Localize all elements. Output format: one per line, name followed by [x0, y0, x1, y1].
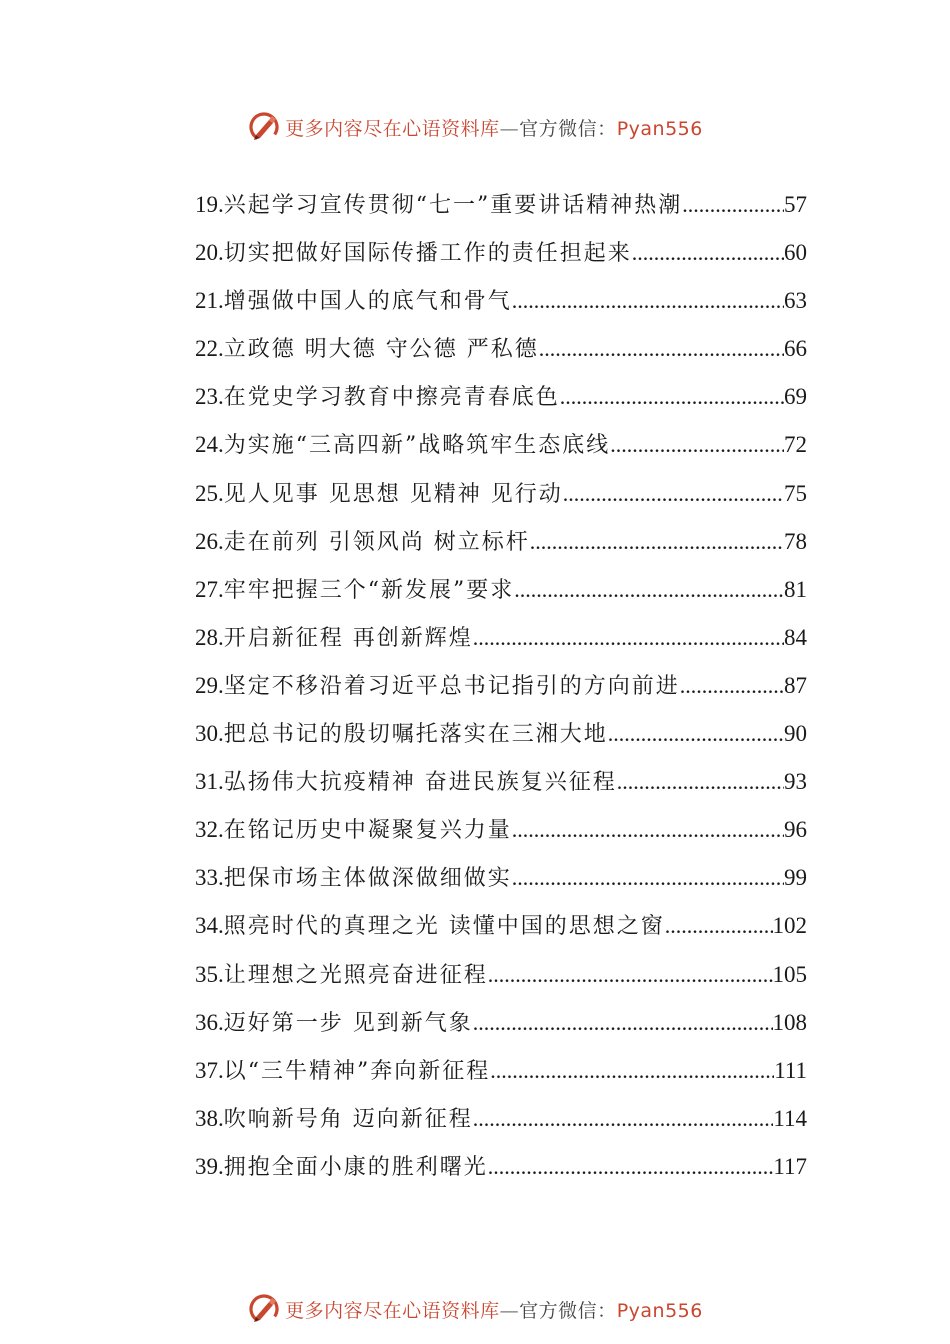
footer-banner	[0, 1289, 950, 1329]
toc-entry[interactable]	[195, 277, 807, 325]
table-of-contents	[195, 181, 807, 1191]
toc-entry-number: 31.	[195, 769, 224, 795]
toc-entry-title: 迈好第一步 见到新气象	[223, 1010, 473, 1036]
toc-entry-page: 99	[784, 865, 807, 891]
toc-entry[interactable]	[195, 1095, 807, 1143]
toc-entry-page: 96	[784, 817, 807, 843]
toc-dot-leader	[490, 1047, 774, 1095]
pen-logo-icon	[247, 110, 281, 144]
toc-dot-leader	[488, 1143, 774, 1191]
toc-entry-number: 37.	[195, 1057, 224, 1083]
toc-entry[interactable]	[195, 229, 807, 277]
toc-dot-leader	[632, 229, 784, 277]
toc-entry-title: 以“三牛精神”奔向新征程	[223, 1058, 491, 1084]
toc-entry-title: 把总书记的殷切嘱托落实在三湘大地	[223, 722, 608, 748]
toc-dot-leader	[665, 902, 773, 950]
toc-entry-title: 立政德 明大德 守公德 严私德	[223, 337, 539, 363]
toc-entry-page: 78	[784, 528, 807, 554]
toc-dot-leader	[610, 421, 784, 469]
toc-entry-page: 93	[784, 769, 807, 795]
toc-entry-page: 117	[773, 1153, 807, 1179]
toc-entry-number: 35.	[195, 961, 224, 987]
toc-entry-number: 24.	[195, 432, 224, 458]
toc-entry-page: 72	[784, 432, 807, 458]
pen-logo-icon	[247, 1292, 281, 1326]
toc-entry-page: 81	[784, 576, 807, 602]
toc-entry-number: 19.	[195, 192, 224, 217]
toc-dot-leader	[539, 325, 784, 373]
toc-entry-number: 28.	[195, 624, 224, 650]
toc-dot-leader	[682, 181, 784, 229]
toc-entry-page: 84	[784, 624, 807, 650]
toc-dot-leader	[512, 277, 784, 325]
toc-dot-leader	[617, 758, 784, 806]
toc-dot-leader	[608, 710, 784, 758]
toc-entry[interactable]	[195, 181, 807, 229]
toc-entry-title: 增强做中国人的底气和骨气	[223, 289, 512, 315]
toc-entry-title: 为实施“三高四新”战略筑牢生态底线	[223, 433, 611, 459]
toc-entry[interactable]	[195, 421, 807, 469]
toc-entry[interactable]	[195, 854, 807, 902]
toc-entry-number: 21.	[195, 288, 224, 314]
toc-entry-page: 111	[774, 1057, 807, 1083]
toc-entry[interactable]	[195, 806, 807, 854]
toc-dot-leader	[488, 951, 773, 999]
toc-entry-number: 38.	[195, 1105, 224, 1131]
toc-entry-page: 108	[772, 1009, 807, 1035]
banner-separator: —	[499, 1299, 520, 1322]
toc-entry-page: 105	[772, 961, 807, 987]
toc-entry-page: 66	[784, 336, 807, 362]
toc-entry-title: 见人见事 见思想 见精神 见行动	[223, 481, 563, 507]
toc-entry-title: 拥抱全面小康的胜利曙光	[223, 1154, 488, 1180]
toc-entry-page: 90	[784, 721, 807, 747]
toc-entry-title: 让理想之光照亮奋进征程	[223, 962, 488, 988]
toc-dot-leader	[514, 566, 784, 614]
toc-dot-leader	[563, 470, 784, 518]
toc-entry-page: 75	[784, 480, 807, 506]
toc-entry-number: 36.	[195, 1009, 224, 1035]
toc-entry-number: 23.	[195, 384, 224, 410]
toc-entry-page: 114	[773, 1105, 807, 1131]
toc-dot-leader	[512, 806, 784, 854]
toc-entry-title: 兴起学习宣传贯彻“七一”重要讲话精神热潮	[223, 193, 683, 218]
toc-entry-title: 吹响新号角 迈向新征程	[223, 1106, 473, 1132]
toc-entry[interactable]	[195, 1143, 807, 1191]
header-banner-text	[285, 114, 703, 141]
toc-entry-title: 切实把做好国际传播工作的责任担起来	[223, 241, 632, 267]
toc-entry-number: 27.	[195, 576, 224, 602]
toc-entry[interactable]	[195, 902, 807, 950]
banner-slogan: 更多内容尽在心语资料库	[285, 117, 500, 140]
toc-entry-page: 63	[784, 288, 807, 314]
toc-entry[interactable]	[195, 999, 807, 1047]
toc-entry[interactable]	[195, 662, 807, 710]
banner-slogan: 更多内容尽在心语资料库	[285, 1299, 500, 1322]
toc-entry[interactable]	[195, 951, 807, 999]
toc-entry-page: 102	[772, 913, 807, 939]
toc-dot-leader	[530, 518, 784, 566]
toc-dot-leader	[512, 854, 784, 902]
toc-entry-number: 22.	[195, 336, 224, 362]
toc-entry-number: 30.	[195, 721, 224, 747]
banner-wechat-id: Pyan556	[616, 1299, 703, 1322]
toc-entry-number: 25.	[195, 480, 224, 506]
toc-entry-number: 34.	[195, 913, 224, 939]
toc-entry[interactable]	[195, 518, 807, 566]
toc-entry-number: 39.	[195, 1153, 224, 1179]
toc-entry[interactable]	[195, 758, 807, 806]
toc-entry[interactable]	[195, 1047, 807, 1095]
toc-entry[interactable]	[195, 373, 807, 421]
toc-entry-title: 牢牢把握三个“新发展”要求	[223, 577, 515, 603]
toc-entry-number: 32.	[195, 817, 224, 843]
toc-entry-number: 33.	[195, 865, 224, 891]
toc-entry[interactable]	[195, 710, 807, 758]
toc-entry-title: 坚定不移沿着习近平总书记指引的方向前进	[223, 673, 680, 699]
toc-entry[interactable]	[195, 325, 807, 373]
toc-entry-page: 60	[784, 240, 807, 266]
toc-entry-page: 69	[784, 384, 807, 410]
footer-banner-text	[285, 1296, 703, 1323]
toc-dot-leader	[473, 1095, 774, 1143]
toc-entry[interactable]	[195, 470, 807, 518]
toc-entry-title: 开启新征程 再创新辉煌	[223, 625, 473, 651]
toc-entry-number: 26.	[195, 528, 224, 554]
toc-dot-leader	[473, 999, 773, 1047]
toc-entry-number: 20.	[195, 240, 224, 266]
banner-wechat-id: Pyan556	[616, 117, 703, 140]
toc-entry-title: 把保市场主体做深做细做实	[223, 866, 512, 892]
banner-wechat-label: 官方微信：	[519, 117, 617, 140]
toc-entry-page: 87	[784, 672, 807, 698]
toc-entry[interactable]	[195, 614, 807, 662]
toc-entry-page: 57	[784, 192, 807, 217]
banner-wechat-label: 官方微信：	[519, 1299, 617, 1322]
toc-entry-title: 弘扬伟大抗疫精神 奋进民族复兴征程	[223, 770, 617, 796]
toc-entry[interactable]	[195, 566, 807, 614]
toc-entry-title: 在党史学习教育中擦亮青春底色	[223, 385, 560, 411]
toc-entry-title: 照亮时代的真理之光 读懂中国的思想之窗	[223, 914, 665, 940]
toc-entry-number: 29.	[195, 672, 224, 698]
toc-entry-title: 在铭记历史中凝聚复兴力量	[223, 818, 512, 844]
toc-dot-leader	[560, 373, 784, 421]
toc-dot-leader	[473, 614, 784, 662]
toc-entry-title: 走在前列 引领风尚 树立标杆	[223, 529, 530, 555]
toc-dot-leader	[680, 662, 784, 710]
banner-separator: —	[499, 117, 520, 140]
header-banner	[0, 107, 950, 147]
